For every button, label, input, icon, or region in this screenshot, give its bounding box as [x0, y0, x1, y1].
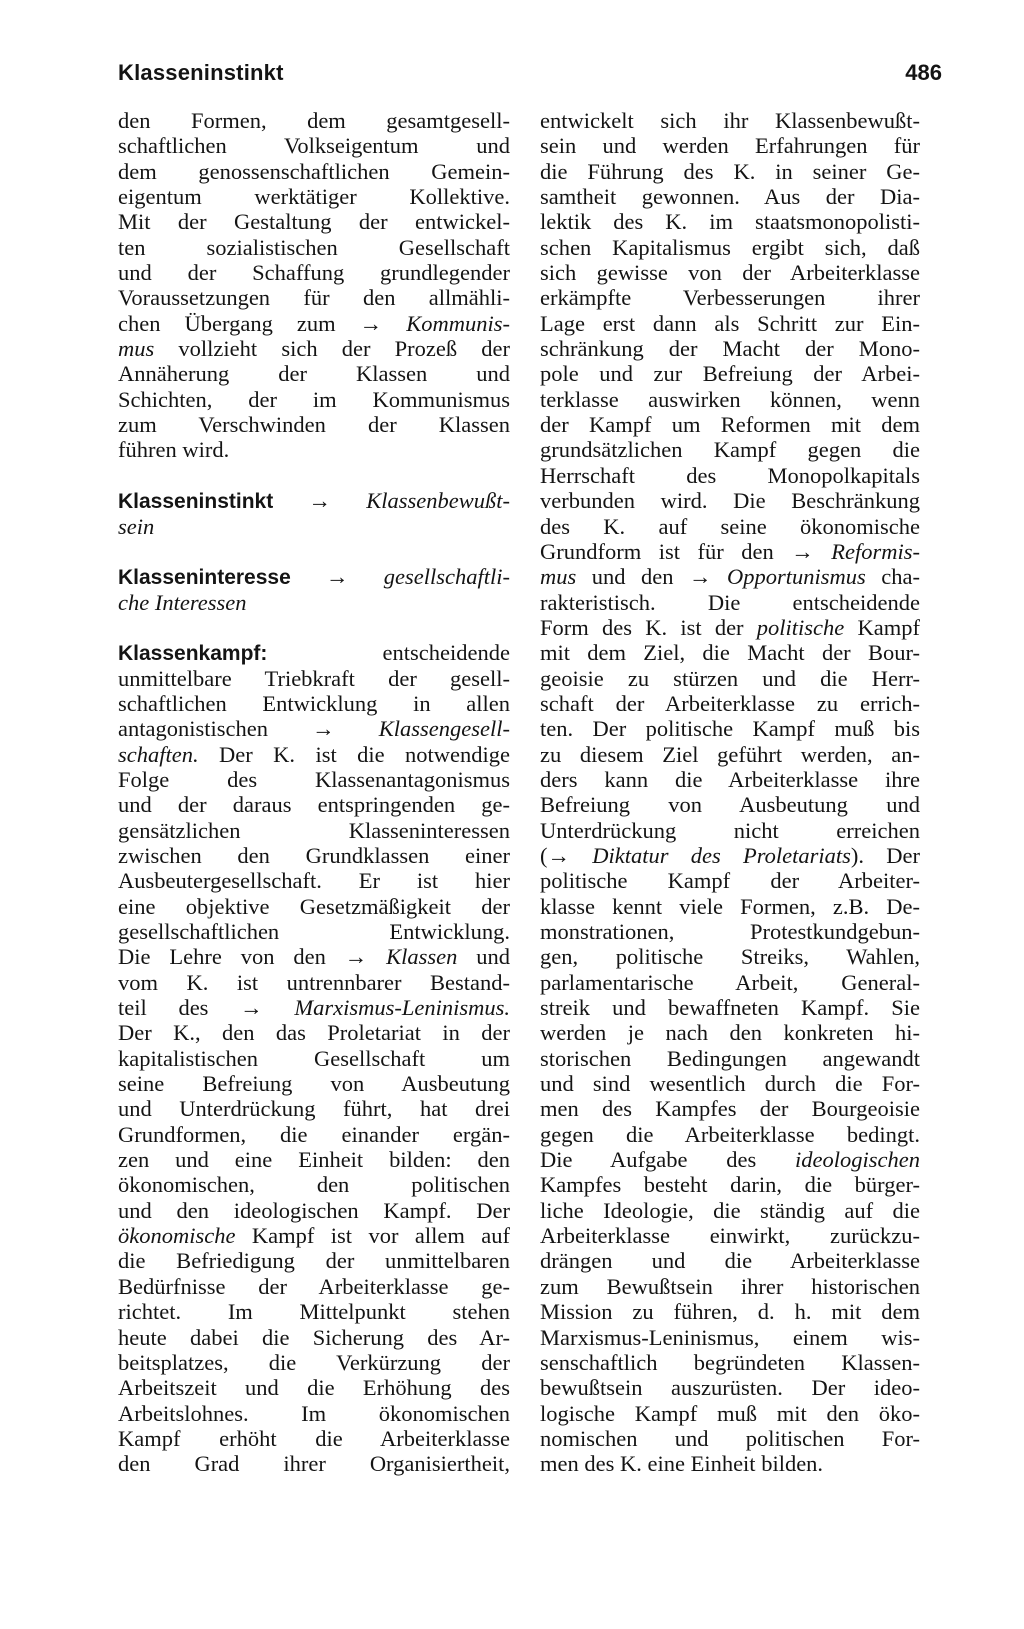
- text-line: [540, 615, 920, 640]
- text-segment: Form des K. ist der: [540, 614, 757, 640]
- text-line: [118, 970, 510, 995]
- text-segment: dem genossenschaftlichen Gemein-: [118, 158, 510, 184]
- text-line: [540, 539, 920, 564]
- text-segment: vom K. ist untrennbarer Bestand-: [118, 969, 510, 995]
- text-segment: zen und eine Einheit bilden: den: [118, 1147, 510, 1173]
- italic-term: politische: [756, 614, 845, 640]
- text-segment: Der K. ist die notwendige: [198, 741, 510, 767]
- text-segment: parlamentarische Arbeit, General-: [540, 969, 920, 995]
- text-segment: terklasse auswirken können, wenn: [540, 386, 920, 412]
- text-line: [118, 1020, 510, 1045]
- text-line: [118, 1401, 510, 1426]
- text-line: [118, 514, 510, 539]
- text-line: [540, 919, 920, 944]
- text-line: [540, 590, 920, 615]
- text-line: [540, 361, 920, 386]
- text-segment: Die Aufgabe des: [540, 1147, 796, 1173]
- text-line: [540, 1198, 920, 1223]
- text-segment: sein und werden Erfahrungen für: [540, 133, 920, 159]
- text-segment: klasse kennt viele Formen, z.B. De-: [540, 893, 920, 919]
- italic-term: mus: [118, 336, 155, 362]
- running-head: Klasseninstinkt: [118, 60, 284, 85]
- text-line: [540, 108, 920, 133]
- italic-term: ökonomische: [118, 1223, 236, 1249]
- text-segment: Kampfes besteht darin, die bürger-: [540, 1172, 920, 1198]
- text-line: [540, 209, 920, 234]
- text-segment: eine objektive Gesetzmäßigkeit der: [118, 893, 510, 919]
- text-line: [540, 1223, 920, 1248]
- text-line: [540, 640, 920, 665]
- text-line: [540, 159, 920, 184]
- italic-term: Opportunismus: [727, 564, 866, 590]
- text-line: [540, 691, 920, 716]
- text-segment: geoisie zu stürzen und die Herr-: [540, 665, 920, 691]
- text-segment: Arbeitszeit und die Erhöhung des: [118, 1375, 510, 1401]
- text-segment: sich gewisse von der Arbeiterklasse: [540, 260, 920, 286]
- text-segment: führen wird.: [118, 437, 230, 463]
- text-line: [118, 716, 510, 741]
- text-line: [540, 1350, 920, 1375]
- text-line: [540, 666, 920, 691]
- text-line: [540, 970, 920, 995]
- text-line: [540, 1375, 920, 1400]
- text-segment: schaftlichen Volkseigentum und: [118, 133, 510, 159]
- text-line: [118, 412, 510, 437]
- text-segment: schaft der Arbeiterklasse zu errich-: [540, 690, 920, 716]
- text-line: [118, 919, 510, 944]
- text-line: [540, 868, 920, 893]
- text-segment: Der K., den das Proletariat in der: [118, 1020, 510, 1046]
- text-line: [118, 437, 510, 462]
- text-line: [118, 235, 510, 260]
- paragraph-gap: [118, 615, 510, 640]
- text-segment: entwickelt sich ihr Klassenbewußt-: [540, 108, 920, 133]
- text-line: [118, 894, 510, 919]
- text-segment: unmittelbare Triebkraft der gesell-: [118, 665, 510, 691]
- text-segment: Bedürfnisse der Arbeiterklasse ge-: [118, 1273, 510, 1299]
- text-segment: Die Lehre von den →: [118, 944, 387, 970]
- text-segment: gen, politische Streiks, Wahlen,: [540, 944, 920, 970]
- text-segment: den Grad ihrer Organisiertheit,: [118, 1451, 510, 1477]
- text-line: [540, 387, 920, 412]
- left-column: [118, 108, 510, 1477]
- text-segment: gensätzlichen Klasseninteressen: [118, 817, 510, 843]
- text-segment: men des Kampfes der Bourgeoisie: [540, 1096, 920, 1122]
- text-line: [118, 260, 510, 285]
- text-line: [540, 843, 920, 868]
- text-line: [540, 1147, 920, 1172]
- text-line: [540, 1325, 920, 1350]
- text-line: [540, 995, 920, 1020]
- text-line: [540, 184, 920, 209]
- text-line: [118, 159, 510, 184]
- text-line: [118, 209, 510, 234]
- text-segment: →: [273, 488, 367, 514]
- text-segment: richtet. Im Mittelpunkt stehen: [118, 1299, 510, 1325]
- text-segment: den Formen, dem gesamtgesell-: [118, 108, 510, 133]
- text-line: [540, 514, 920, 539]
- text-line: [118, 666, 510, 691]
- text-line: [540, 792, 920, 817]
- text-line: [118, 1223, 510, 1248]
- text-line: [540, 1248, 920, 1273]
- text-line: [118, 1248, 510, 1273]
- italic-term: schaften.: [118, 741, 199, 767]
- text-segment: (→: [540, 842, 593, 868]
- text-segment: Voraussetzungen für den allmähli-: [118, 285, 510, 311]
- text-line: [118, 767, 510, 792]
- text-segment: heute dabei die Sicherung des Ar-: [118, 1324, 510, 1350]
- text-segment: und den →: [576, 564, 727, 590]
- text-line: [540, 1426, 920, 1451]
- text-segment: der Kampf um Reformen mit dem: [540, 412, 920, 438]
- text-line: [118, 336, 510, 361]
- text-segment: Folge des Klassenantagonismus: [118, 766, 510, 792]
- text-segment: und: [457, 944, 510, 970]
- text-line: [540, 944, 920, 969]
- text-line: [118, 868, 510, 893]
- text-segment: die Führung des K. in seiner Ge-: [540, 158, 920, 184]
- text-segment: Mission zu führen, d. h. mit dem: [540, 1299, 920, 1325]
- text-line: [118, 1172, 510, 1197]
- text-line: [540, 1274, 920, 1299]
- text-segment: liche Ideologie, die ständig auf die: [540, 1197, 920, 1223]
- text-line: [118, 590, 510, 615]
- italic-term: che Interessen: [118, 589, 247, 615]
- text-line: [540, 1046, 920, 1071]
- text-line: [118, 792, 510, 817]
- text-segment: bewußtsein auszurüsten. Der ideo-: [540, 1375, 920, 1401]
- text-line: [118, 818, 510, 843]
- italic-term: sein: [118, 513, 155, 539]
- text-line: [540, 463, 920, 488]
- entry-headword: Klasseninteresse: [118, 566, 291, 590]
- text-segment: Unterdrückung nicht erreichen: [540, 817, 920, 843]
- text-line: [118, 1299, 510, 1324]
- text-segment: antagonistischen →: [118, 716, 379, 742]
- text-segment: gegen die Arbeiterklasse bedingt.: [540, 1121, 920, 1147]
- italic-term: Reformis-: [831, 538, 920, 564]
- text-line: [118, 742, 510, 767]
- text-segment: Arbeiterklasse einwirkt, zurückzu-: [540, 1223, 920, 1249]
- text-segment: logische Kampf muß mit den öko-: [540, 1400, 920, 1426]
- text-line: [540, 1172, 920, 1197]
- text-segment: beitsplatzes, die Verkürzung der: [118, 1349, 510, 1375]
- text-segment: streik und bewaffneten Kampf. Sie: [540, 995, 920, 1021]
- text-segment: und der daraus entspringenden ge-: [118, 792, 510, 818]
- text-segment: seine Befreiung von Ausbeutung: [118, 1071, 510, 1097]
- text-line: [118, 1426, 510, 1451]
- italic-term: gesellschaftli-: [383, 564, 510, 590]
- text-line: [118, 640, 510, 665]
- text-segment: men des K. eine Einheit bilden.: [540, 1451, 824, 1477]
- text-line: [118, 1350, 510, 1375]
- text-segment: schaftlichen Entwicklung in allen: [118, 690, 510, 716]
- text-segment: samtheit gewonnen. Aus der Dia-: [540, 184, 920, 210]
- right-column: [540, 108, 920, 1477]
- text-line: [540, 1451, 920, 1476]
- text-segment: monstrationen, Protestkundgebun-: [540, 919, 920, 944]
- text-line: [118, 133, 510, 158]
- text-line: [118, 488, 510, 513]
- text-segment: grundsätzlichen Kampf gegen die: [540, 437, 920, 463]
- text-line: [118, 564, 510, 589]
- text-segment: rakteristisch. Die entscheidende: [540, 589, 920, 615]
- text-segment: entscheidende: [267, 640, 510, 666]
- italic-term: Kommunis-: [406, 310, 510, 336]
- text-segment: Befreiung von Ausbeutung und: [540, 792, 920, 818]
- text-segment: werden je nach den konkreten hi-: [540, 1020, 920, 1046]
- italic-term: Diktatur des Proletariats: [592, 842, 851, 868]
- text-segment: zu diesem Ziel geführt werden, an-: [540, 741, 920, 767]
- text-segment: schen Kapitalismus ergibt sich, daß: [540, 234, 920, 260]
- text-segment: ). Der: [850, 842, 920, 868]
- text-segment: und Unterdrückung führt, hat drei: [118, 1096, 510, 1122]
- text-segment: Lage erst dann als Schritt zur Ein-: [540, 310, 920, 336]
- text-segment: lektik des K. im staatsmonopolisti-: [540, 209, 920, 235]
- page-header: [118, 60, 942, 94]
- text-segment: Grundformen, die einander ergän-: [118, 1121, 510, 1147]
- text-line: [540, 1096, 920, 1121]
- text-segment: storischen Bedingungen angewandt: [540, 1045, 920, 1071]
- text-segment: nomischen und politischen For-: [540, 1425, 920, 1451]
- text-line: [540, 412, 920, 437]
- text-segment: des K. auf seine ökonomische: [540, 513, 920, 539]
- text-segment: und der Schaffung grundlegender: [118, 260, 510, 286]
- text-segment: →: [290, 564, 384, 590]
- paragraph-gap: [118, 463, 510, 488]
- text-segment: Kampf erhöht die Arbeiterklasse: [118, 1425, 510, 1451]
- text-line: [118, 361, 510, 386]
- text-segment: und den ideologischen Kampf. Der: [118, 1197, 510, 1223]
- text-line: [540, 742, 920, 767]
- text-line: [118, 1325, 510, 1350]
- text-segment: erkämpfte Verbesserungen ihrer: [540, 285, 920, 311]
- text-segment: ten sozialistischen Gesellschaft: [118, 234, 510, 260]
- text-segment: teil des →: [118, 995, 295, 1021]
- text-line: [118, 1147, 510, 1172]
- text-line: [540, 1122, 920, 1147]
- text-line: [118, 1046, 510, 1071]
- text-line: [118, 1451, 510, 1476]
- text-line: [540, 564, 920, 589]
- text-segment: pole und zur Befreiung der Arbei-: [540, 361, 920, 387]
- text-line: [540, 1299, 920, 1324]
- text-segment: ders kann die Arbeiterklasse ihre: [540, 766, 920, 792]
- text-line: [540, 437, 920, 462]
- text-segment: schränkung der Macht der Mono-: [540, 336, 920, 362]
- text-line: [540, 133, 920, 158]
- text-segment: Schichten, der im Kommunismus: [118, 386, 510, 412]
- text-segment: Grundform ist für den →: [540, 538, 832, 564]
- text-line: [118, 1274, 510, 1299]
- text-segment: chen Übergang zum →: [118, 310, 407, 336]
- text-line: [118, 108, 510, 133]
- text-line: [118, 843, 510, 868]
- text-segment: Annäherung der Klassen und: [118, 361, 510, 387]
- text-segment: Kampf: [844, 614, 920, 640]
- text-line: [118, 184, 510, 209]
- page-number: 486: [905, 60, 942, 85]
- text-line: [118, 285, 510, 310]
- text-segment: kapitalistischen Gesellschaft um: [118, 1045, 510, 1071]
- text-line: [540, 818, 920, 843]
- entry-headword: Klasseninstinkt: [118, 490, 274, 514]
- italic-term: Klassengesell-: [378, 716, 510, 742]
- italic-term: Marxismus-Leninismus.: [294, 995, 510, 1021]
- text-segment: gesellschaftlichen Entwicklung.: [118, 919, 510, 944]
- text-segment: zum Bewußtsein ihrer historischen: [540, 1273, 920, 1299]
- text-segment: Mit der Gestaltung der entwickel-: [118, 209, 510, 235]
- text-line: [118, 387, 510, 412]
- text-segment: Herrschaft des Monopolkapitals: [540, 462, 920, 488]
- text-segment: politische Kampf der Arbeiter-: [540, 868, 920, 894]
- entry-headword: Klassenkampf:: [118, 642, 268, 666]
- text-line: [540, 716, 920, 741]
- italic-term: ideologischen: [795, 1147, 920, 1173]
- italic-term: mus: [540, 564, 577, 590]
- text-segment: vollzieht sich der Prozeß der: [154, 336, 510, 362]
- text-segment: die Befriedigung der unmittelbaren: [118, 1248, 510, 1274]
- text-line: [540, 488, 920, 513]
- text-line: [540, 894, 920, 919]
- text-line: [540, 235, 920, 260]
- text-line: [118, 1198, 510, 1223]
- text-line: [118, 311, 510, 336]
- text-segment: eigentum werktätiger Kollektive.: [118, 184, 510, 210]
- text-segment: verbunden wird. Die Beschränkung: [540, 488, 920, 514]
- text-line: [540, 285, 920, 310]
- text-segment: mit dem Ziel, die Macht der Bour-: [540, 640, 920, 666]
- text-line: [118, 1122, 510, 1147]
- text-line: [118, 944, 510, 969]
- text-segment: Marxismus-Leninismus, einem wis-: [540, 1324, 920, 1350]
- text-line: [118, 691, 510, 716]
- italic-term: Klassen: [386, 944, 458, 970]
- text-line: [540, 767, 920, 792]
- text-line: [540, 1401, 920, 1426]
- text-segment: Arbeitslohnes. Im ökonomischen: [118, 1400, 510, 1426]
- italic-term: Klassenbewußt-: [366, 488, 510, 514]
- text-segment: Kampf ist vor allem auf: [235, 1223, 510, 1249]
- text-segment: drängen und die Arbeiterklasse: [540, 1248, 920, 1274]
- text-line: [540, 260, 920, 285]
- text-line: [118, 1096, 510, 1121]
- text-segment: und sind wesentlich durch die For-: [540, 1071, 920, 1097]
- text-segment: Ausbeutergesellschaft. Er ist hier: [118, 868, 510, 894]
- text-line: [118, 995, 510, 1020]
- text-segment: senschaftlich begründeten Klassen-: [540, 1349, 920, 1375]
- text-segment: zwischen den Grundklassen einer: [118, 842, 510, 868]
- text-line: [540, 336, 920, 361]
- text-segment: ten. Der politische Kampf muß bis: [540, 716, 920, 742]
- text-line: [118, 1375, 510, 1400]
- text-line: [540, 311, 920, 336]
- text-segment: zum Verschwinden der Klassen: [118, 412, 510, 438]
- text-segment: ökonomischen, den politischen: [118, 1172, 510, 1198]
- text-line: [118, 1071, 510, 1096]
- text-line: [540, 1071, 920, 1096]
- text-line: [540, 1020, 920, 1045]
- text-segment: cha-: [865, 564, 920, 590]
- paragraph-gap: [118, 539, 510, 564]
